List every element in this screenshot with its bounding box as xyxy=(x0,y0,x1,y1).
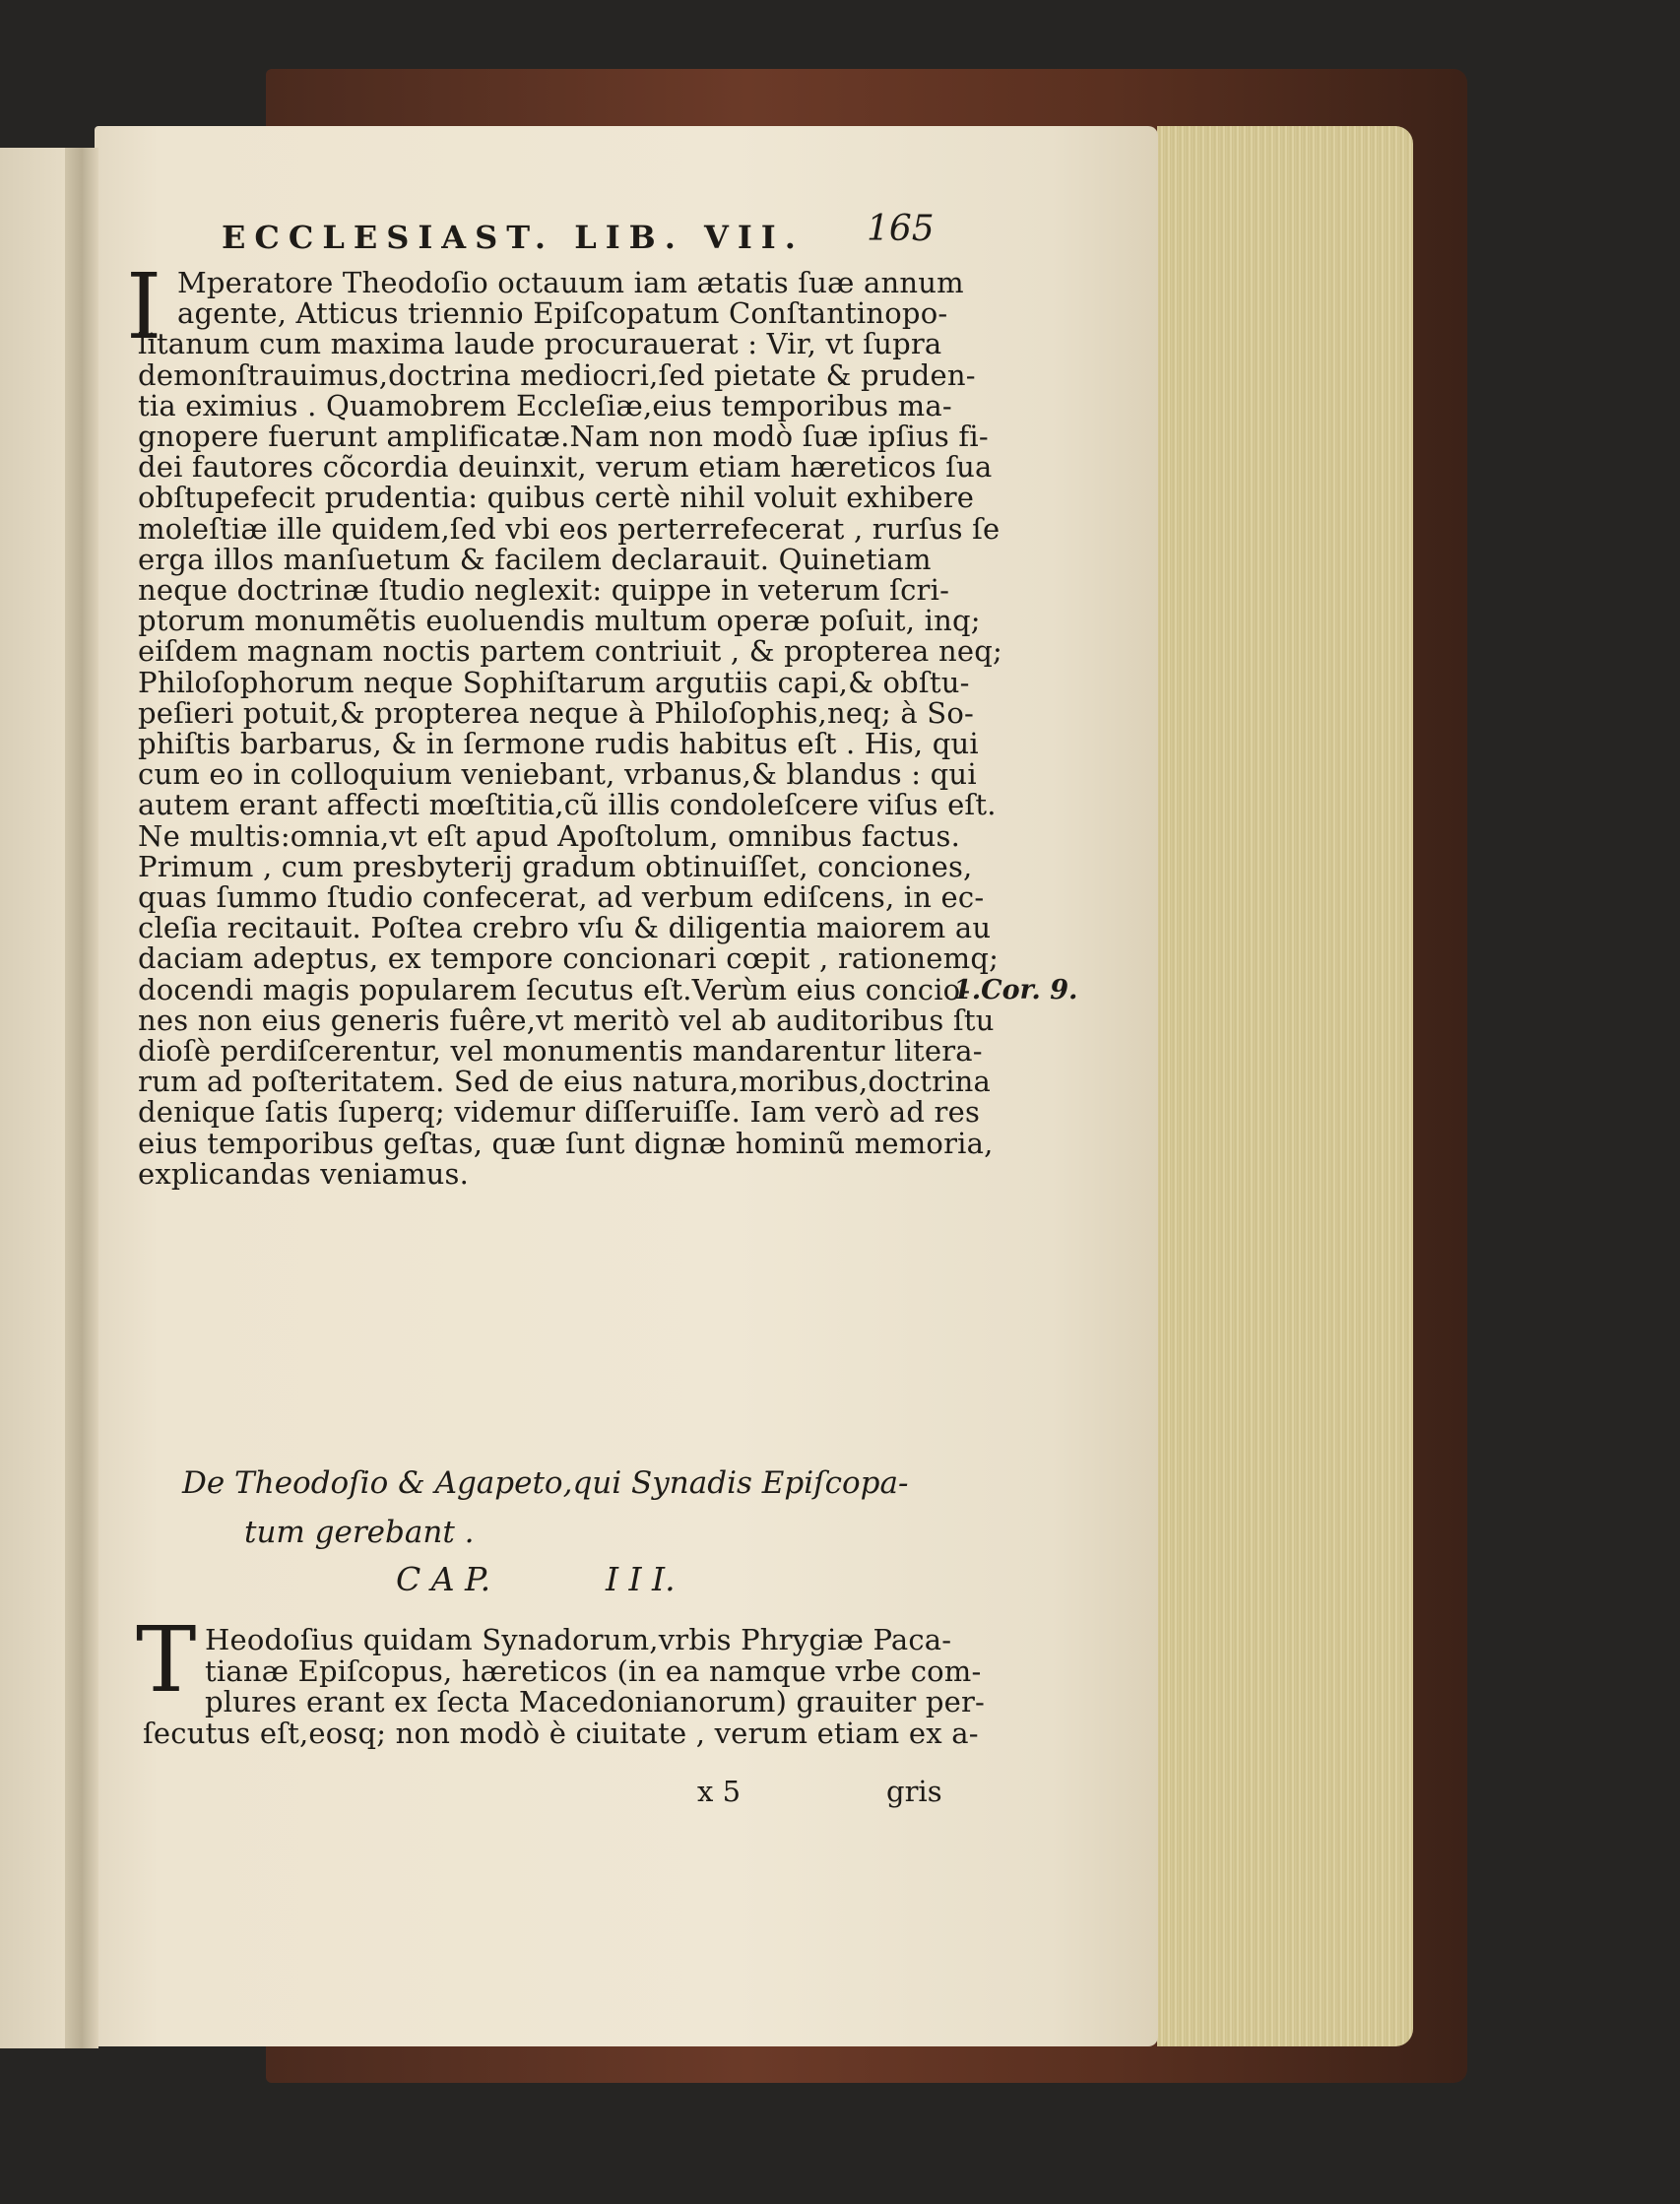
body-line: Philoſophorum neque Sophiſtarum argutiis capi,& obſtu- xyxy=(138,665,970,699)
body-line: demonſtrauimus,doctrina mediocri,ſed pietate & pruden- xyxy=(138,357,976,392)
chapter-number: I I I. xyxy=(606,1560,676,1598)
body-line: eiſdem magnam noctis partem contriuit , & propterea neq; xyxy=(138,634,1002,669)
catchword: gris xyxy=(886,1775,942,1808)
body-line: phiſtis barbarus, & in ſermone rudis habitus eſt . His, qui xyxy=(138,727,979,760)
body-line: denique ſatis ſuperq; videmur diſſeruiſſe. Iam verò ad res xyxy=(138,1095,981,1130)
body-line: tia eximius . Quamobrem Eccleſiæ,eius temporibus ma- xyxy=(138,388,952,422)
signature-mark: x 5 xyxy=(697,1775,742,1808)
chapter-title-line-1: De Theodoſio & Agapeto,qui Synadis Epiſcopa- xyxy=(182,1465,909,1501)
page-block-edges xyxy=(1157,126,1413,2046)
chapter-line: Heodoſius quidam Synadorum,vrbis Phrygiæ Paca- xyxy=(205,1623,952,1656)
chapter-title-line-2: tum gerebant . xyxy=(244,1515,475,1550)
book-gutter xyxy=(65,148,98,2048)
body-line: rum ad poſteritatem. Sed de eius natura,moribus,doctrina xyxy=(138,1065,992,1099)
chapter-initial: T xyxy=(136,1607,197,1713)
chapter-label: C A P. xyxy=(396,1560,491,1598)
body-line: moleſtiæ ille quidem,ſed vbi eos perterrefecerat , rurſus ſe xyxy=(138,511,1001,546)
running-title: ECCLESIAST. LIB. VII. xyxy=(222,219,805,256)
chapter-line: plures erant ex ſecta Macedonianorum) grauiter per- xyxy=(205,1685,986,1718)
body-line: nes non eius generis fuêre,vt meritò vel ab auditoribus ſtu xyxy=(138,1003,995,1037)
body-line: Mperatore Theodoſio octauum iam ætatis ſuæ annum xyxy=(177,266,964,299)
body-line: docendi magis popularem ſecutus eſt.Verùm eius concio- xyxy=(138,972,971,1006)
body-line: neque doctrinæ ſtudio neglexit: quippe in veterum ſcri- xyxy=(138,573,950,607)
chapter-line: tianæ Epiſcopus, hæreticos (in ea namque vrbe com- xyxy=(205,1653,982,1688)
margin-note: 1.Cor. 9. xyxy=(953,975,1078,1005)
body-line: explicandas veniamus. xyxy=(138,1156,470,1191)
body-line: daciam adeptus, ex tempore concionari cœpit , rationemq; xyxy=(138,941,1000,976)
body-line: quas ſummo ſtudio confecerat, ad verbum ediſcens, in ec- xyxy=(138,880,985,914)
page-number: 165 xyxy=(867,209,935,249)
body-line: peſieri potuit,& propterea neque à Philoſophis,neq; à So- xyxy=(138,695,974,730)
body-line: ptorum monumẽtis euoluendis multum operæ poſuit, inq; xyxy=(138,604,981,638)
body-line: agente, Atticus triennio Epiſcopatum Conſtantinopo- xyxy=(177,296,948,331)
body-line: erga illos manſuetum & facilem declarauit. Quinetiam xyxy=(138,542,932,576)
body-line: eius temporibus geſtas, quæ ſunt dignæ hominũ memoria, xyxy=(138,1126,994,1160)
body-line: autem erant affecti mœſtitia,cũ illis condoleſcere viſus eſt. xyxy=(138,788,997,822)
body-line: cleſia recitauit. Poſtea crebro vſu & diligentia maiorem au xyxy=(138,911,992,945)
body-line: obſtupefecit prudentia: quibus certè nihil voluit exhibere xyxy=(138,481,975,515)
chapter-line: ſecutus eſt,eosq; non modò è ciuitate , verum etiam ex a- xyxy=(143,1716,979,1750)
body-line: cum eo in colloquium veniebant, vrbanus,& blandus : qui xyxy=(138,757,977,792)
body-line: dioſè perdiſcerentur, vel monumentis mandarentur litera- xyxy=(138,1034,983,1068)
body-line: Primum , cum presbyterij gradum obtinuiſſet, conciones, xyxy=(138,849,973,883)
body-line: dei fautores cõcordia deuinxit, verum etiam hæreticos ſua xyxy=(138,450,993,485)
body-line: Ne multis:omnia,vt eſt apud Apoſtolum, omnibus factus. xyxy=(138,818,960,853)
body-initial: I xyxy=(126,254,162,359)
body-line: litanum cum maxima laude procurauerat : Vir, vt ſupra xyxy=(138,327,942,361)
body-line: gnopere fuerunt amplificatæ.Nam non modò ſuæ ipſius fi- xyxy=(138,420,989,453)
